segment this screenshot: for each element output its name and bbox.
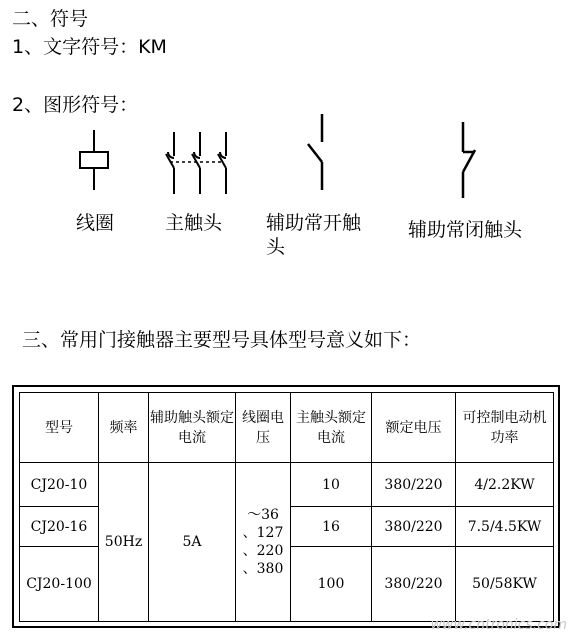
- cell-motor-power: 7.5/4.5KW: [456, 507, 554, 547]
- voltage-value: 、220: [242, 543, 284, 559]
- voltage-value: 、380: [242, 561, 284, 577]
- aux-no-contact-label: 辅助常开触头: [266, 212, 362, 258]
- cell-main-current: 10: [291, 463, 372, 507]
- voltage-value: ～36: [247, 507, 279, 523]
- cell-rated-voltage: 380/220: [372, 507, 456, 547]
- cell-rated-voltage: 380/220: [372, 463, 456, 507]
- cell-aux-current: 5A: [149, 463, 236, 622]
- cell-main-current: 16: [291, 507, 372, 547]
- aux-nc-contact-symbol-icon: [445, 118, 485, 198]
- aux-no-contact-symbol-icon: [300, 112, 340, 192]
- header-aux-current: 辅助触头额定电流: [149, 393, 236, 463]
- coil-label: 线圈: [76, 212, 115, 234]
- main-contact-label: 主触头: [165, 212, 223, 234]
- header-coil-voltage: 线圈电压: [236, 393, 291, 463]
- header-model: 型号: [20, 393, 99, 463]
- section2-heading: 二、符号: [12, 8, 89, 30]
- cell-main-current: 100: [291, 547, 372, 622]
- cell-coil-voltage: [236, 463, 291, 622]
- table-row: [20, 463, 554, 507]
- table-header-row: [20, 393, 554, 463]
- main-contact-symbol-icon: [160, 128, 240, 203]
- aux-nc-contact-label: 辅助常闭触头: [408, 219, 523, 241]
- voltage-value: 、127: [242, 525, 284, 541]
- cell-motor-power: 50/58KW: [456, 547, 554, 622]
- watermark: www.cntronics.com: [430, 617, 567, 633]
- cell-model: CJ20-100: [20, 547, 99, 622]
- cell-model: CJ20-16: [20, 507, 99, 547]
- header-main-current: 主触头额定电流: [291, 393, 372, 463]
- cell-rated-voltage: 380/220: [372, 547, 456, 622]
- cell-motor-power: 4/2.2KW: [456, 463, 554, 507]
- contactor-spec-table: [19, 392, 554, 622]
- section3-heading: 三、常用门接触器主要型号具体型号意义如下：: [22, 329, 422, 351]
- cell-model: CJ20-10: [20, 463, 99, 507]
- header-motor-power: 可控制电动机功率: [456, 393, 554, 463]
- cell-frequency: 50Hz: [99, 463, 149, 622]
- header-frequency: 频率: [99, 393, 149, 463]
- header-rated-voltage: 额定电压: [372, 393, 456, 463]
- coil-symbol-icon: [72, 128, 122, 198]
- text-symbol-line: 1、文字符号：KM: [12, 36, 167, 58]
- graphic-symbol-line: 2、图形符号：: [12, 94, 139, 116]
